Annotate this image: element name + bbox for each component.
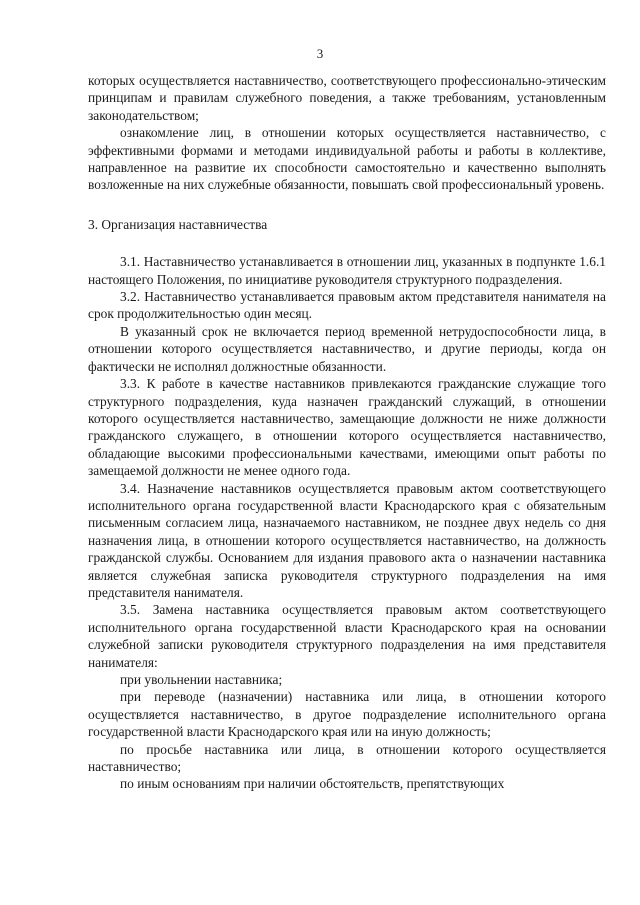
document-body — [88, 72, 606, 793]
paragraph-3-2-note: В указанный срок не включается период временной нетрудоспособности лица, в отношении которого осуществляется наставничество, и другие периоды, когда он фактически не исполнял должностные обязанности. — [88, 323, 606, 374]
paragraph-3-1: 3.1. Наставничество устанавливается в отношении лиц, указанных в подпункте 1.6.1 настоящего Положения, по инициативе руководителя структурного подразделения. — [88, 254, 606, 287]
paragraph-familiarization: ознакомление лиц, в отношении которых осуществляется наставничество, с эффективными формами и методами индивидуальной работы и работы в коллективе, направленное на развитие их способности самостоятельно и качественно выполнять возложенные на них служебные обязанности, повышать свой профессиональный уровень. — [88, 125, 606, 193]
list-item-transfer: при переводе (назначении) наставника или лица, в отношении которого осуществляется наставничество, в другое подразделение исполнительного органа государственной власти Краснодарского края или на иную должность; — [88, 689, 606, 740]
paragraph-3-5: 3.5. Замена наставника осуществляется правовым актом соответствующего исполнительного органа государственной власти Краснодарского края на основании служебной записки руководителя структурного подразделения на имя представителя нанимателя: — [88, 602, 606, 670]
paragraph-3-3: 3.3. К работе в качестве наставников привлекаются гражданские служащие того структурного подразделения, куда назначен гражданский служащий, в отношении которого осуществляется наставничество, замещающие должности не ниже должности гражданского служащего, в отношении которого осуществляется наставничество, обладающие высокими профессиональными качествами, имеющими опыт работы по замещаемой должности не менее одного года. — [88, 376, 606, 479]
paragraph-3-2: 3.2. Наставничество устанавливается правовым актом представителя нанимателя на срок продолжительностью один месяц. — [88, 289, 606, 322]
paragraph-3-4: 3.4. Назначение наставников осуществляется правовым актом соответствующего исполнительного органа государственной власти Краснодарского края с обязательным письменным согласием лица, назначаемого наставником, не позднее двух недель со дня назначения лица, в отношении которого осуществляется наставничество, на должность гражданской службы. Основанием для издания правового акта о назначении наставника является служебная записка руководителя структурного подразделения на имя представителя нанимателя. — [88, 480, 606, 600]
paragraph-continuation: которых осуществляется наставничество, соответствующего профессионально-этическим принципам и правилам служебного поведения, а также требованиям, установленным законодательством; — [88, 73, 606, 123]
list-item-request: по просьбе наставника или лица, в отношении которого осуществляется наставничество; — [88, 741, 606, 775]
list-item-dismissal: при увольнении наставника; — [120, 672, 283, 687]
list-item-other: по иным основаниям при наличии обстоятельств, препятствующих — [120, 776, 505, 792]
section-heading: 3. Организация наставничества — [88, 216, 268, 232]
page-number: 3 — [316, 46, 324, 61]
